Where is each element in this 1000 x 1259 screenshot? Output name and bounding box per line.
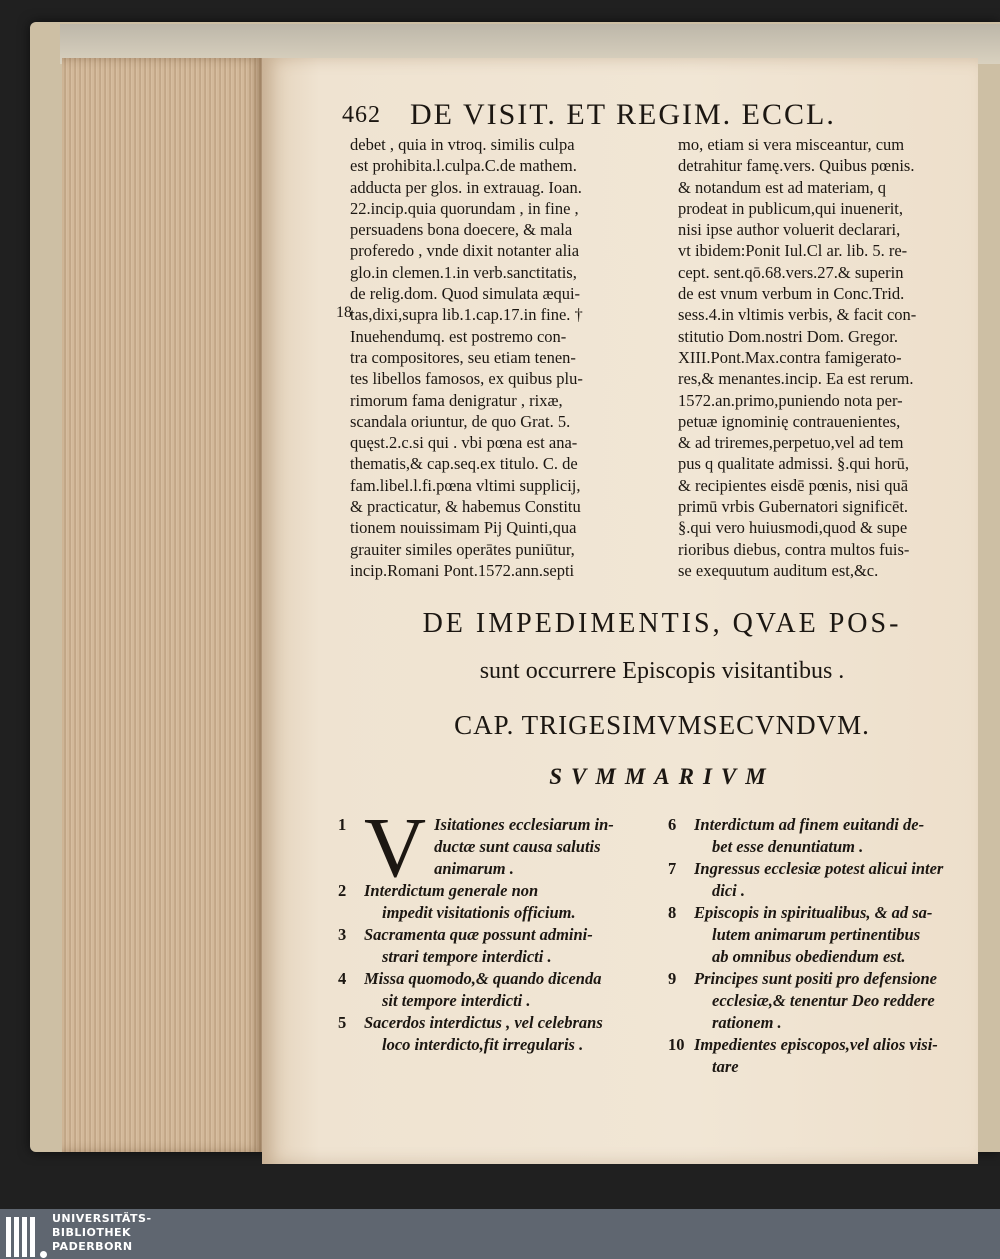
text-line: §.qui vero huiusmodi,quod & supe (678, 518, 908, 538)
text-line: est prohibita.l.culpa.C.de mathem. (350, 156, 577, 176)
text-line: XIII.Pont.Max.contra famigerato- (678, 347, 902, 367)
text-line: se exequutum auditum est,&c. (678, 560, 879, 580)
section-heading: DE IMPEDIMENTIS, QVAE POS- (422, 608, 902, 639)
section-subheading: sunt occurrere Episcopis visitantibus . (479, 658, 845, 684)
summary-item (330, 924, 660, 968)
summary-item (660, 814, 978, 858)
drop-capital: V (364, 799, 427, 895)
text-line: glo.in clemen.1.in verb.sanctitatis, (350, 262, 577, 282)
text-line: quęst.2.c.si qui . vbi pœna est ana- (350, 433, 578, 453)
text-line: scandala oriuntur, de quo Grat. 5. (350, 411, 571, 431)
summary-item-line: Ingressus ecclesiæ potest alicui inter (694, 859, 944, 878)
summary-item-line: tare (712, 1057, 739, 1076)
summary-item-line: ab omnibus obediendum est. (712, 947, 906, 966)
text-line: proferedo , vnde dixit notanter alia (350, 241, 580, 261)
summary-item-line: dici . (712, 881, 745, 900)
text-line: rimorum fama denigratur , rixæ, (350, 390, 563, 410)
text-column-right (678, 134, 978, 581)
text-line: Inuehendumq. est postremo con- (350, 326, 567, 346)
summary-item-line: strari tempore interdicti . (382, 947, 552, 966)
summary-item-number: 1 (338, 815, 347, 834)
summary-item (660, 968, 978, 1034)
text-line: grauiter similes operātes puniūtur, (350, 539, 575, 559)
summary-item-line: Sacerdos interdictus , vel celebrans (364, 1013, 603, 1032)
text-line: & practicatur, & habemus Constitu (350, 497, 581, 517)
summary-item-line: sit tempore interdicti . (382, 991, 531, 1010)
summary-item-number: 10 (668, 1035, 685, 1054)
page-block-edges (62, 58, 262, 1152)
text-line: primū vrbis Gubernatori significēt. (678, 497, 909, 517)
summary-item-number: 6 (668, 815, 677, 834)
library-name-line: UNIVERSITÄTS- (52, 1212, 152, 1225)
text-line: 1572.an.primo,puniendo nota per- (678, 390, 903, 410)
text-line: de est vnum verbum in Conc.Trid. (678, 284, 905, 304)
page-number: 462 (342, 102, 381, 128)
summary-item-line: impedit visitationis officium. (382, 903, 576, 922)
text-line: prodeat in publicum,qui inuenerit, (678, 198, 903, 218)
text-line: cept. sent.qō.68.vers.27.& superin (678, 262, 904, 282)
summary-item (660, 1034, 978, 1078)
summary-item-line: rationem . (712, 1013, 782, 1032)
summary-item (330, 968, 660, 1012)
text-line: fam.libel.l.fi.pœna vltimi supplicij, (350, 475, 581, 495)
text-line: nisi ipse author voluerit declarari, (678, 220, 901, 240)
text-line: 22.incip.quia quorundam , in fine , (350, 198, 579, 218)
summary-item-line: loco interdicto,fit irregularis . (382, 1035, 584, 1054)
text-line: detrahitur famę.vers. Quibus pœnis. (678, 156, 915, 176)
summary-item (660, 902, 978, 968)
running-head-title: DE VISIT. ET REGIM. ECCL. (410, 98, 836, 131)
chapter-title: CAP. TRIGESIMVMSECVNDVM. (454, 710, 870, 740)
library-name-line: BIBLIOTHEK (52, 1226, 132, 1239)
summary-item (660, 858, 978, 902)
text-line: tes libellos famosos, ex quibus plu- (350, 369, 583, 389)
summary-item-number: 4 (338, 969, 347, 988)
text-line: stitutio Dom.nostri Dom. Gregor. (678, 326, 898, 346)
text-line: & ad triremes,perpetuo,vel ad tem (678, 433, 904, 453)
summary-item-line: Isitationes ecclesiarum in- (434, 815, 614, 834)
library-name-line: PADERBORN (52, 1240, 133, 1253)
text-line: incip.Romani Pont.1572.ann.septi (350, 560, 575, 580)
text-line: & recipientes eisdē pœnis, nisi quā (678, 475, 909, 495)
text-line: & notandum est ad materiam, q (678, 177, 887, 197)
text-line: persuadens bona doecere, & mala (350, 220, 573, 240)
text-line: vt ibidem:Ponit Iul.Cl ar. lib. 5. re- (678, 241, 908, 261)
summary-item-number: 5 (338, 1013, 347, 1032)
summary-item-line: Impedientes episcopos,vel alios visi- (694, 1035, 938, 1054)
text-line: debet , quia in vtroq. similis culpa (350, 135, 575, 154)
library-name (52, 1212, 152, 1254)
text-line: mo, etiam si vera misceantur, cum (678, 135, 905, 154)
summary-item-line: Missa quomodo,& quando dicenda (364, 969, 602, 988)
summary-column-right (660, 814, 978, 1078)
summary-item (330, 880, 660, 924)
summary-item-line: animarum . (434, 859, 514, 878)
book-page (262, 58, 978, 1164)
library-logo-icon (2, 1211, 46, 1257)
summary-item-line: Episcopis in spiritualibus, & ad sa- (694, 903, 933, 922)
text-line: tas,dixi,supra lib.1.cap.17.in fine. † (350, 305, 583, 325)
text-line: pus q qualitate admissi. §.qui horū, (678, 454, 909, 474)
text-line: tionem nouissimam Pij Quinti,qua (350, 518, 577, 538)
text-line: adducta per glos. in extrauag. Ioan. (350, 177, 582, 197)
text-column-left (350, 134, 656, 581)
text-line: thematis,& cap.seq.ex titulo. C. de (350, 454, 578, 474)
summary-item-line: Principes sunt positi pro defensione (694, 969, 937, 988)
summary-item-line: Interdictum generale non (364, 881, 539, 900)
summary-item-number: 7 (668, 859, 677, 878)
text-line: res,& menantes.incip. Ea est rerum. (678, 369, 914, 389)
summary-item-line: Sacramenta quæ possunt admini- (364, 925, 593, 944)
margin-marker: 18 (336, 304, 352, 321)
library-footer (0, 1209, 1000, 1259)
text-line: petuæ ignominię contrauenientes, (678, 411, 901, 431)
summary-item-number: 3 (338, 925, 347, 944)
summary-item-number: 9 (668, 969, 677, 988)
summary-column-left (330, 799, 660, 1056)
summary-item-line: bet esse denuntiatum . (712, 837, 864, 856)
summary-item-line: ductæ sunt causa salutis (434, 837, 601, 856)
summary-item-line: ecclesiæ,& tenentur Deo reddere (712, 991, 935, 1010)
summary-item-line: lutem animarum pertinentibus (712, 925, 921, 944)
text-line: rioribus diebus, contra multos fuis- (678, 539, 910, 559)
running-head (342, 98, 962, 138)
summary-item-number: 2 (338, 881, 347, 900)
text-line: de relig.dom. Quod simulata æqui- (350, 284, 581, 304)
summary-item-number: 8 (668, 903, 677, 922)
summary-item-line: Interdictum ad finem euitandi de- (694, 815, 925, 834)
text-line: tra compositores, seu etiam tenen- (350, 347, 576, 367)
summary-title: SVMMARIVM (549, 764, 775, 789)
summary-item (330, 1012, 660, 1056)
text-line: sess.4.in vltimis verbis, & facit con- (678, 305, 917, 325)
